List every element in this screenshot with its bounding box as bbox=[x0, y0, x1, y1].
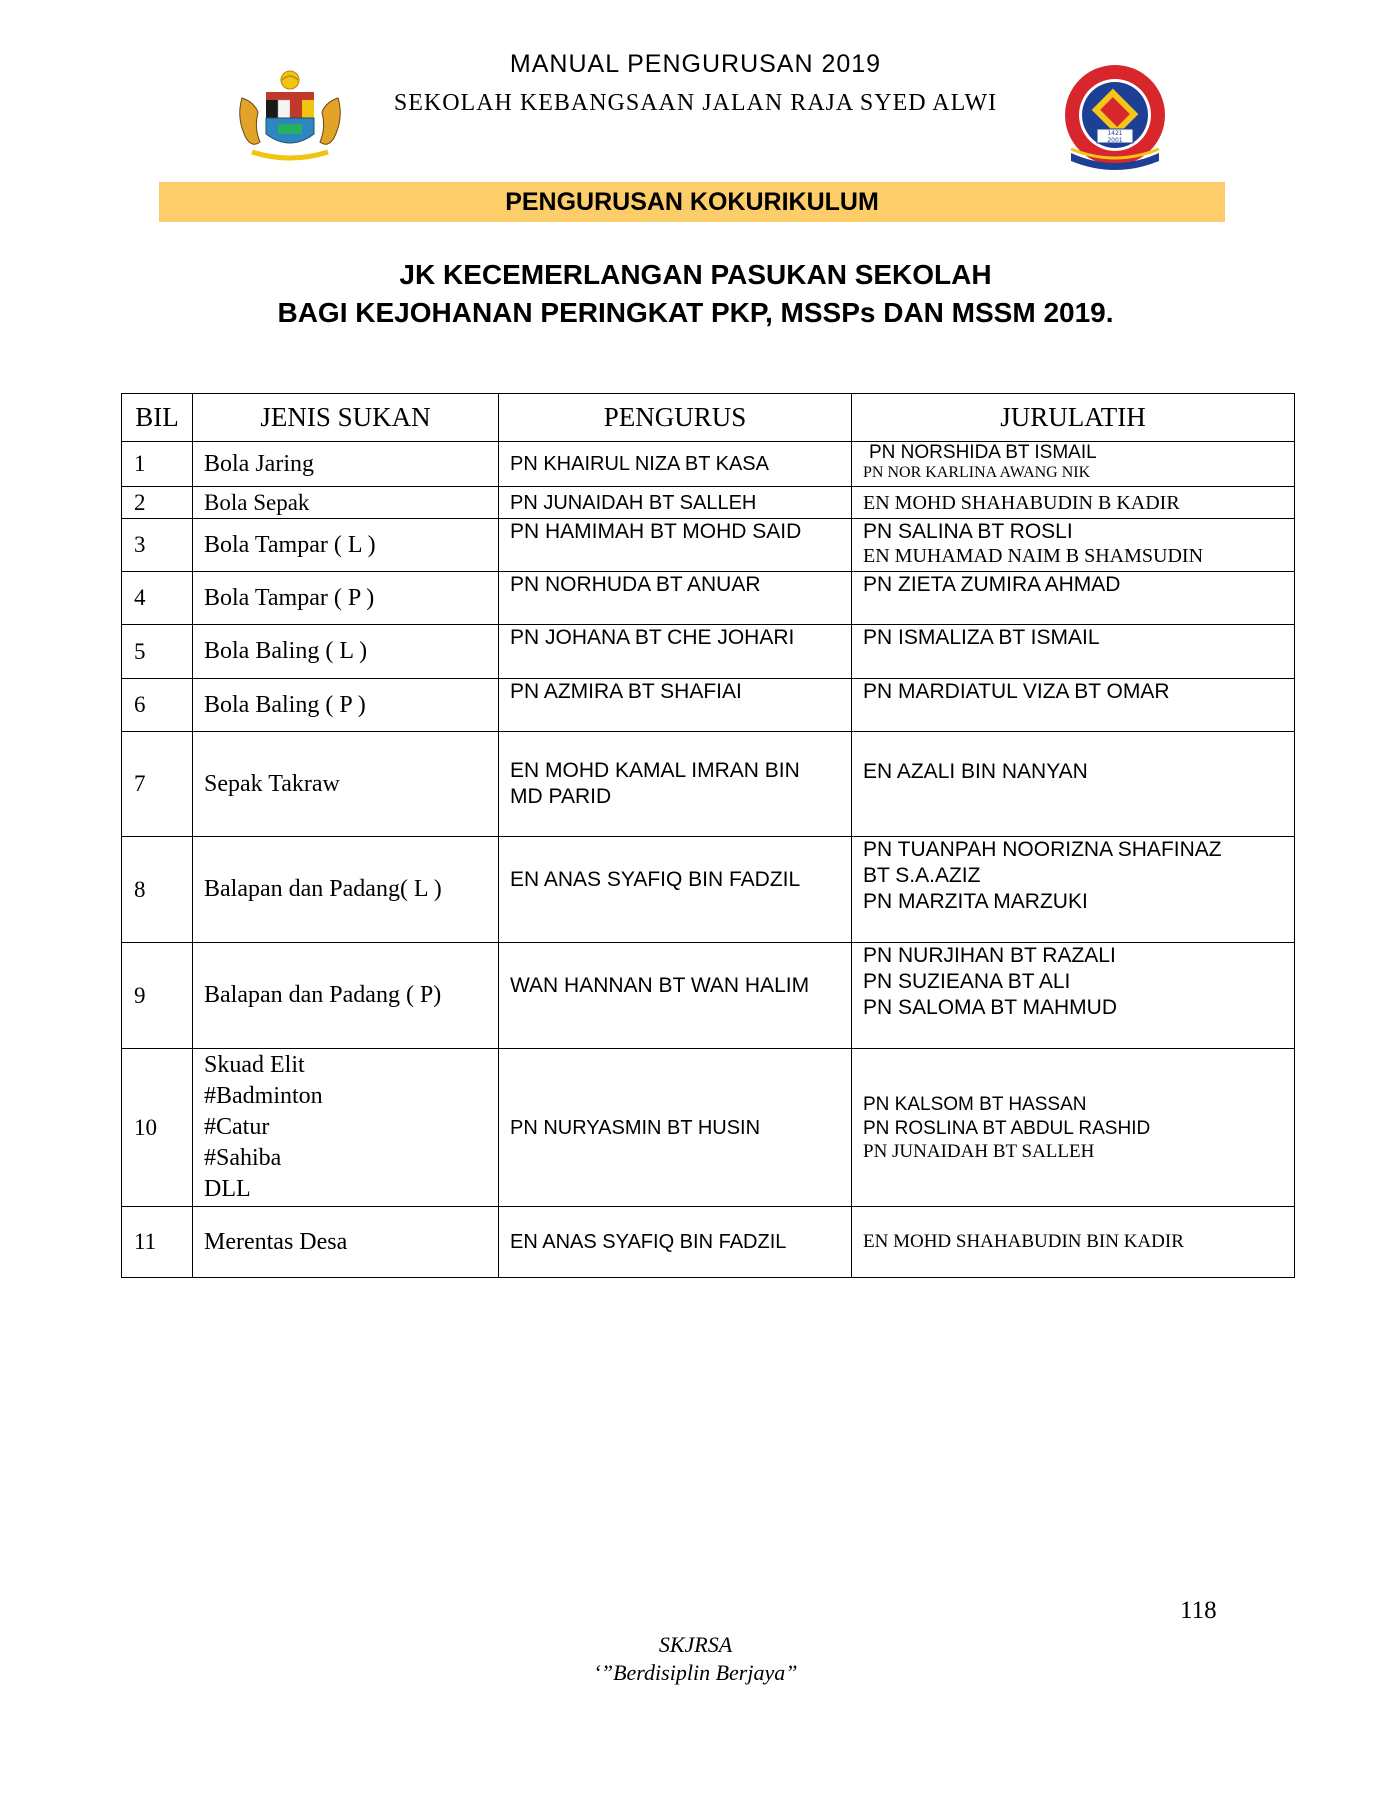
cell-bil: 11 bbox=[122, 1207, 193, 1278]
cell-bil: 10 bbox=[122, 1049, 193, 1207]
header-jenis-sukan: JENIS SUKAN bbox=[193, 394, 499, 442]
pengurus-line: EN ANAS SYAFIQ BIN FADZIL bbox=[510, 868, 801, 891]
table-header-row bbox=[122, 394, 1295, 442]
jurulatih-line: EN MOHD SHAHABUDIN BIN KADIR bbox=[863, 1231, 1184, 1252]
sport-line: Merentas Desa bbox=[204, 1228, 348, 1255]
school-abbreviation: SKJRSA bbox=[658, 1632, 733, 1657]
table-row bbox=[122, 487, 1295, 519]
pengurus-line: PN NORHUDA BT ANUAR bbox=[510, 573, 761, 596]
jurulatih-line: PN SALINA BT ROSLI bbox=[863, 520, 1073, 543]
jurulatih-line: PN TUANPAH NOORIZNA SHAFINAZ bbox=[863, 838, 1222, 861]
cell-sport bbox=[193, 442, 499, 487]
cell-sport bbox=[193, 837, 499, 943]
jurulatih-line: PN SALOMA BT MAHMUD bbox=[863, 996, 1117, 1019]
cell-pengurus bbox=[499, 1207, 852, 1278]
table-row bbox=[122, 837, 1295, 943]
cell-pengurus bbox=[499, 572, 852, 625]
sport-line: DLL bbox=[204, 1176, 251, 1202]
cell-jurulatih bbox=[852, 1049, 1295, 1207]
cell-bil: 5 bbox=[122, 625, 193, 679]
header-bil: BIL bbox=[122, 394, 193, 442]
sport-line: Bola Jaring bbox=[204, 450, 314, 477]
school-motto: ‘”Berdisiplin Berjaya” bbox=[593, 1660, 798, 1685]
jurulatih-line: BT S.A.AZIZ bbox=[863, 864, 981, 887]
cell-jurulatih bbox=[852, 837, 1295, 943]
jurulatih-line: PN SUZIEANA BT ALI bbox=[863, 970, 1071, 993]
jurulatih-line: PN JUNAIDAH BT SALLEH bbox=[863, 1140, 1095, 1162]
jurulatih-line: PN NOR KARLINA AWANG NIK bbox=[863, 464, 1091, 481]
cell-sport bbox=[193, 519, 499, 572]
table-row bbox=[122, 1049, 1295, 1207]
coat-of-arms-logo bbox=[232, 68, 348, 168]
page-title-line1: JK KECEMERLANGAN PASUKAN SEKOLAH bbox=[399, 259, 992, 290]
cell-jurulatih bbox=[852, 732, 1295, 837]
cell-bil: 8 bbox=[122, 837, 193, 943]
jurulatih-line: PN ROSLINA BT ABDUL RASHID bbox=[863, 1117, 1151, 1139]
cell-jurulatih bbox=[852, 625, 1295, 679]
cell-bil: 4 bbox=[122, 572, 193, 625]
school-name: SEKOLAH KEBANGSAAN JALAN RAJA SYED ALWI bbox=[393, 90, 998, 116]
header-pengurus: PENGURUS bbox=[499, 394, 852, 442]
committee-table bbox=[121, 393, 1295, 1278]
cell-sport bbox=[193, 1207, 499, 1278]
sport-line: Balapan dan Padang( L ) bbox=[204, 876, 442, 902]
table-row bbox=[122, 625, 1295, 679]
page-title-line2: BAGI KEJOHANAN PERINGKAT PKP, MSSPs DAN MSSM 2019. bbox=[277, 297, 1114, 328]
cell-pengurus bbox=[499, 1049, 852, 1207]
cell-pengurus bbox=[499, 625, 852, 679]
school-crest-logo bbox=[1057, 61, 1173, 171]
cell-jurulatih bbox=[852, 679, 1295, 732]
cell-sport bbox=[193, 625, 499, 679]
cell-sport bbox=[193, 679, 499, 732]
cell-pengurus bbox=[499, 679, 852, 732]
sport-line: Bola Baling ( P ) bbox=[204, 691, 366, 718]
cell-sport bbox=[193, 487, 499, 519]
table-row bbox=[122, 572, 1295, 625]
section-banner: PENGURUSAN KOKURIKULUM bbox=[159, 182, 1225, 222]
cell-sport bbox=[193, 732, 499, 837]
pengurus-line: WAN HANNAN BT WAN HALIM bbox=[510, 974, 810, 997]
cell-jurulatih bbox=[852, 442, 1295, 487]
jurulatih-line: PN NORSHIDA BT ISMAIL bbox=[869, 442, 1097, 463]
cell-sport bbox=[193, 943, 499, 1049]
manual-title: MANUAL PENGURUSAN 2019 bbox=[509, 50, 882, 78]
jurulatih-line: EN AZALI BIN NANYAN bbox=[863, 760, 1088, 783]
table-row bbox=[122, 679, 1295, 732]
sport-line: Bola Baling ( L ) bbox=[204, 638, 368, 664]
pengurus-line: PN JOHANA BT CHE JOHARI bbox=[510, 626, 795, 649]
cell-bil: 9 bbox=[122, 943, 193, 1049]
cell-sport bbox=[193, 1049, 499, 1207]
cell-pengurus bbox=[499, 732, 852, 837]
sport-line: Skuad Elit bbox=[204, 1052, 305, 1078]
page-number: 118 bbox=[1180, 1597, 1217, 1624]
jurulatih-line: PN KALSOM BT HASSAN bbox=[863, 1093, 1087, 1115]
table-row bbox=[122, 442, 1295, 487]
sport-line: Bola Tampar ( P ) bbox=[204, 584, 375, 611]
cell-pengurus bbox=[499, 837, 852, 943]
header-jurulatih: JURULATIH bbox=[852, 394, 1295, 442]
cell-bil: 1 bbox=[122, 442, 193, 487]
crest-year-2: 2001 bbox=[1107, 137, 1123, 144]
sport-line: #Badminton bbox=[204, 1083, 323, 1109]
sport-line: Bola Sepak bbox=[204, 489, 310, 515]
pengurus-line: PN AZMIRA BT SHAFIAI bbox=[510, 680, 742, 703]
sport-line: #Catur bbox=[204, 1114, 270, 1140]
pengurus-line: EN ANAS SYAFIQ BIN FADZIL bbox=[510, 1231, 787, 1253]
cell-pengurus bbox=[499, 487, 852, 519]
cell-bil: 6 bbox=[122, 679, 193, 732]
pengurus-line: PN NURYASMIN BT HUSIN bbox=[510, 1116, 761, 1139]
cell-jurulatih bbox=[852, 943, 1295, 1049]
table-row bbox=[122, 519, 1295, 572]
cell-pengurus bbox=[499, 519, 852, 572]
cell-jurulatih bbox=[852, 487, 1295, 519]
cell-jurulatih bbox=[852, 1207, 1295, 1278]
pengurus-line: PN KHAIRUL NIZA BT KASA bbox=[510, 453, 769, 475]
jurulatih-line: PN MARZITA MARZUKI bbox=[863, 890, 1088, 913]
sport-line: Sepak Takraw bbox=[204, 770, 340, 797]
jurulatih-line: PN ZIETA ZUMIRA AHMAD bbox=[863, 573, 1121, 596]
cell-bil: 7 bbox=[122, 732, 193, 837]
sport-line: Bola Tampar ( L ) bbox=[204, 531, 376, 558]
cell-jurulatih bbox=[852, 519, 1295, 572]
pengurus-line: MD PARID bbox=[510, 785, 612, 808]
crest-year-1: 1421 bbox=[1107, 130, 1123, 137]
cell-sport bbox=[193, 572, 499, 625]
jurulatih-line: EN MOHD SHAHABUDIN B KADIR bbox=[863, 491, 1180, 514]
pengurus-line: PN HAMIMAH BT MOHD SAID bbox=[510, 520, 802, 543]
cell-pengurus bbox=[499, 943, 852, 1049]
jurulatih-line: PN MARDIATUL VIZA BT OMAR bbox=[863, 680, 1170, 703]
cell-bil: 2 bbox=[122, 487, 193, 519]
jurulatih-line: PN ISMALIZA BT ISMAIL bbox=[863, 626, 1100, 649]
table-row bbox=[122, 732, 1295, 837]
jurulatih-line: EN MUHAMAD NAIM B SHAMSUDIN bbox=[863, 545, 1204, 567]
cell-pengurus bbox=[499, 442, 852, 487]
pengurus-line: EN MOHD KAMAL IMRAN BIN bbox=[510, 759, 800, 782]
sport-line: Balapan dan Padang ( P) bbox=[204, 982, 442, 1008]
table-row bbox=[122, 943, 1295, 1049]
pengurus-line: PN JUNAIDAH BT SALLEH bbox=[510, 491, 757, 514]
sport-line: #Sahiba bbox=[204, 1145, 282, 1171]
jurulatih-line: PN NURJIHAN BT RAZALI bbox=[863, 944, 1116, 967]
table-row bbox=[122, 1207, 1295, 1278]
cell-bil: 3 bbox=[122, 519, 193, 572]
cell-jurulatih bbox=[852, 572, 1295, 625]
